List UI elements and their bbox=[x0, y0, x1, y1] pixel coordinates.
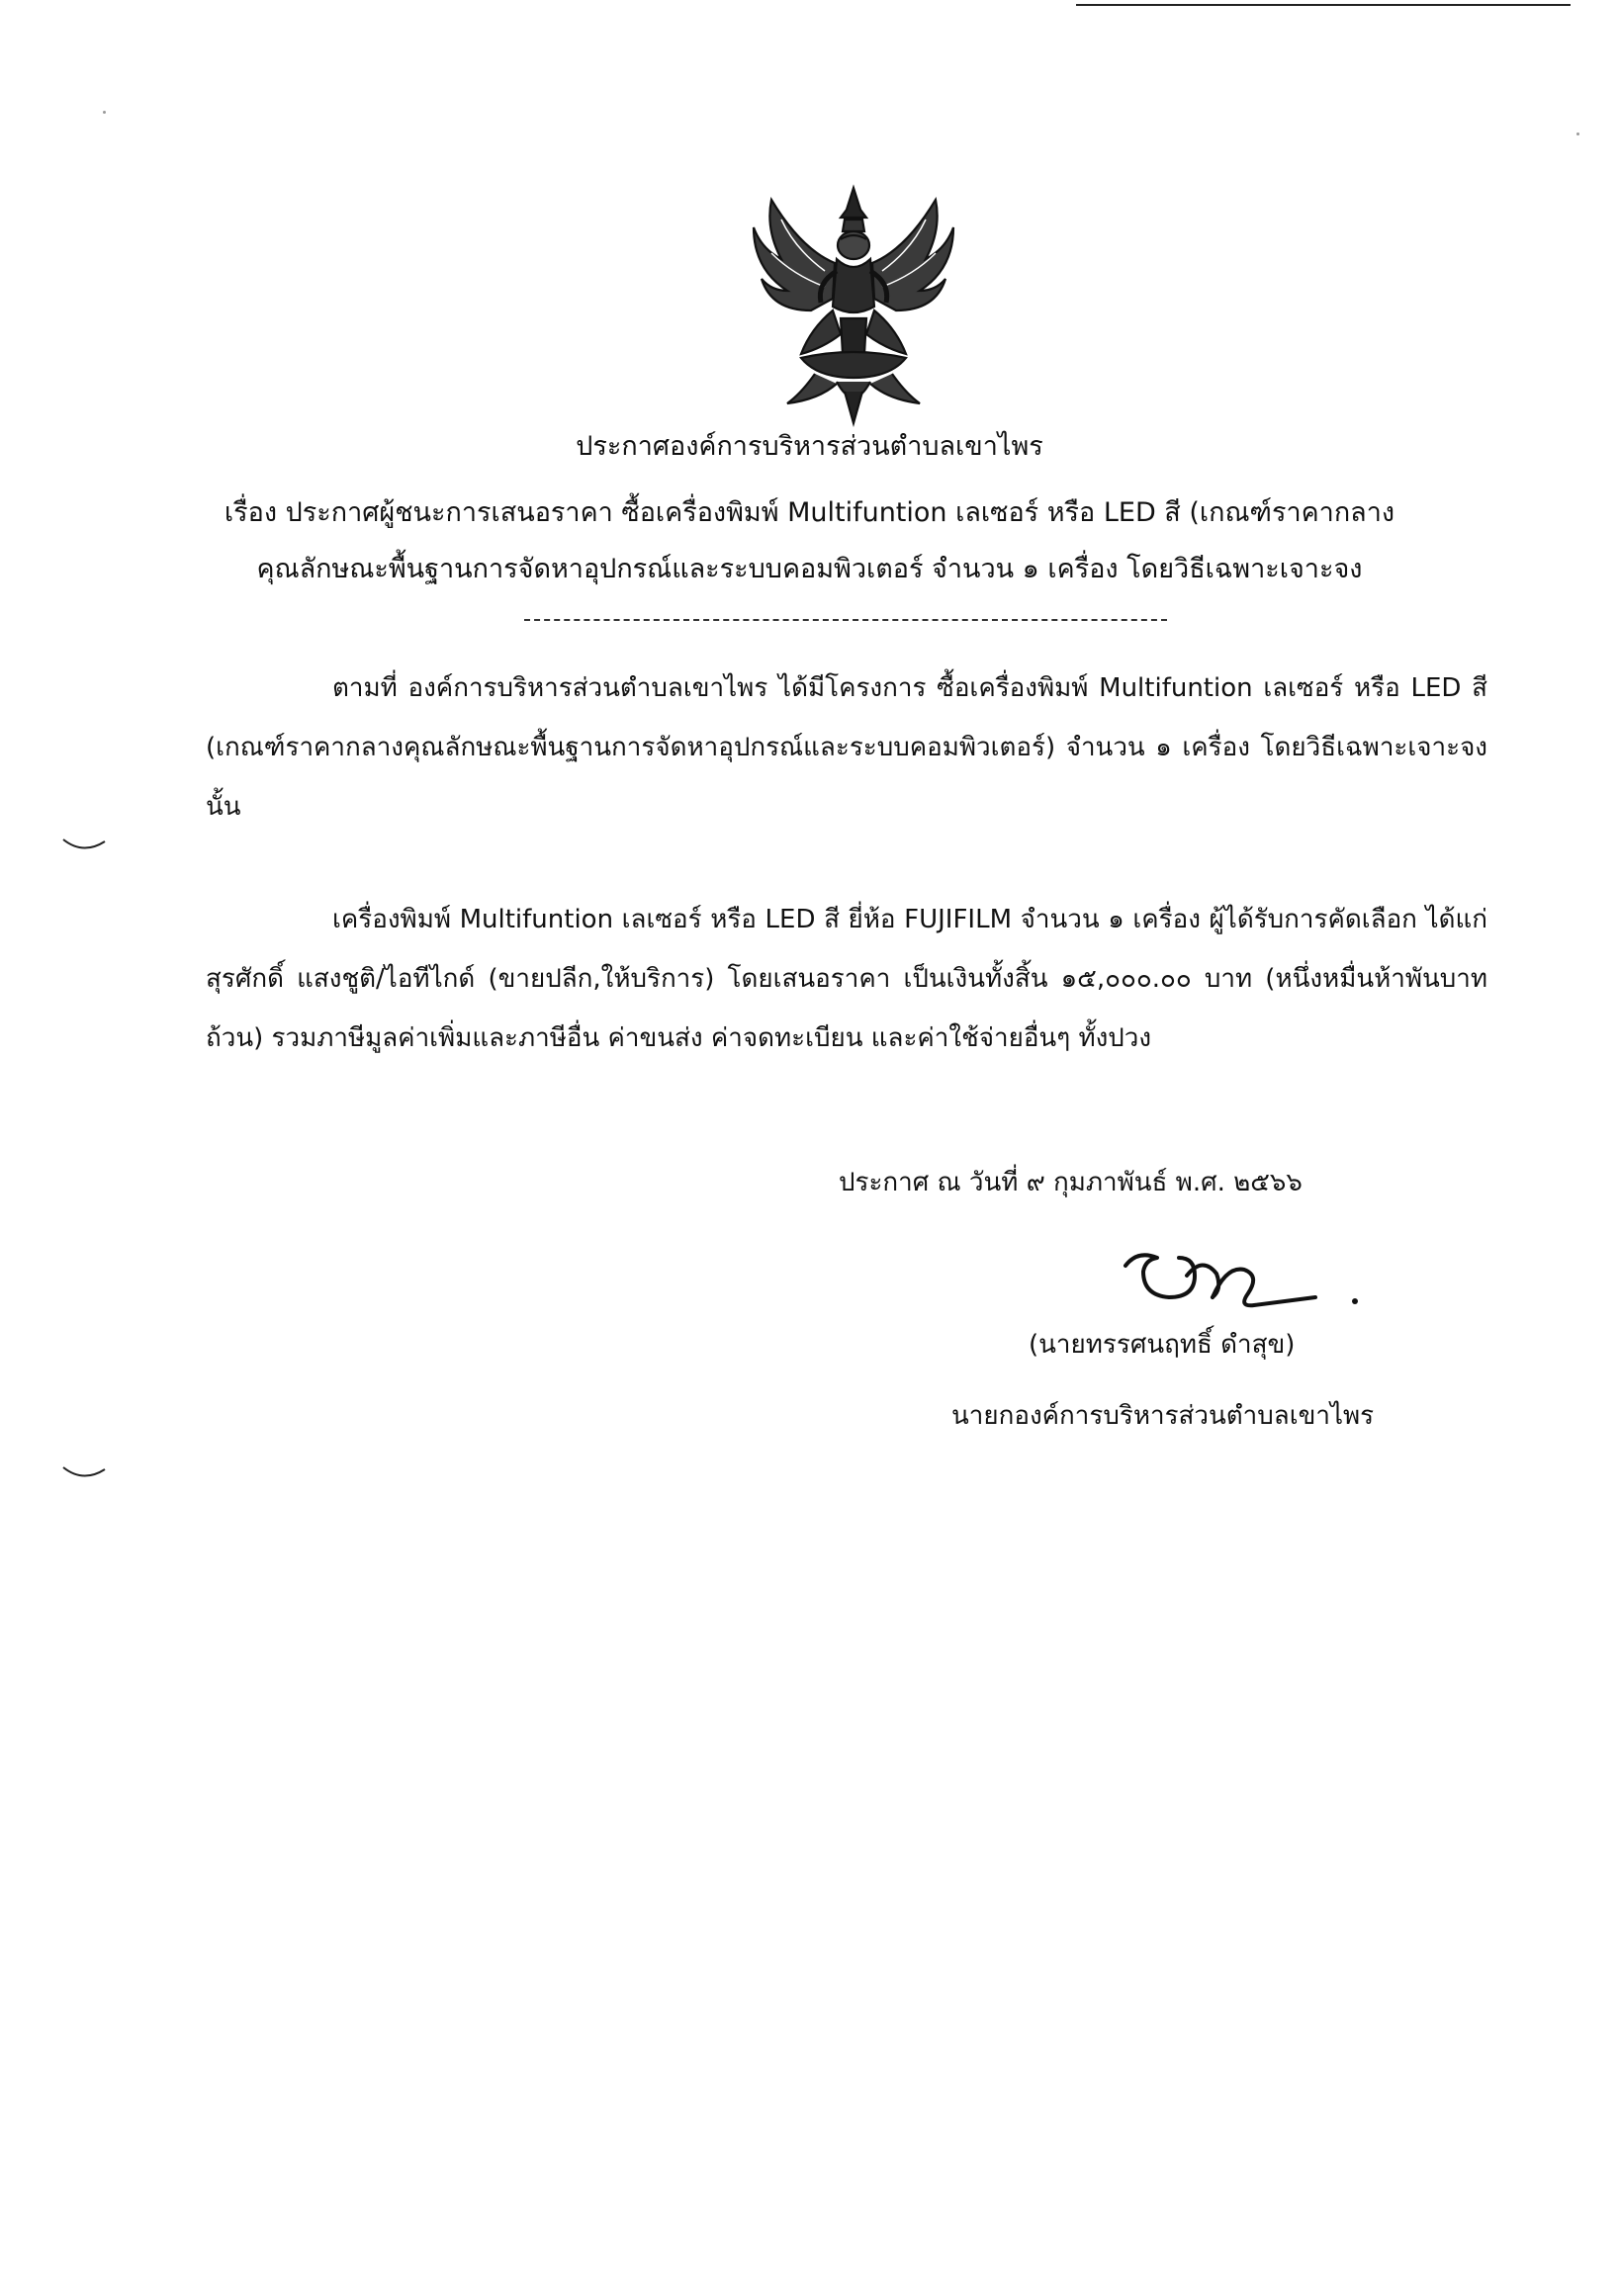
scan-speck bbox=[103, 111, 106, 114]
org-heading: ประกาศองค์การบริหารส่วนตำบลเขาไพร bbox=[576, 431, 1043, 462]
subject-line-1: เรื่อง ประกาศผู้ชนะการเสนอราคา ซื้อเครื่องพิมพ์ Multifuntion เลเซอร์ หรือ LED สี (เกณฑ์ราคากลาง bbox=[224, 497, 1395, 528]
dashed-divider bbox=[524, 619, 1167, 621]
signer-title: นายกองค์การบริหารส่วนตำบลเขาไพร bbox=[951, 1401, 1375, 1431]
punch-hole-mark bbox=[59, 1463, 109, 1483]
paragraph-winner: เครื่องพิมพ์ Multifuntion เลเซอร์ หรือ LED สี ยี่ห้อ FUJIFILM จำนวน ๑ เครื่อง ผู้ได้รับการคัดเลือก ได้แก่ สุรศักดิ์ แสงชูติ/ไอทีไกด์ (ขายปลีก,ให้บริการ) โดยเสนอราคา เป็นเงินทั้งสิ้น ๑๕,๐๐๐.๐๐ บาท (หนึ่งหมื่นห้าพันบาทถ้วน) รวมภาษีมูลค่าเพิ่มและภาษีอื่น ค่าขนส่ง ค่าจดทะเบียน และค่าใช้จ่ายอื่นๆ ทั้งปวง bbox=[206, 905, 1487, 1053]
paragraph-announcement: ตามที่ องค์การบริหารส่วนตำบลเขาไพร ได้มีโครงการ ซื้อเครื่องพิมพ์ Multifuntion เลเซอร์ หรือ LED สี (เกณฑ์ราคากลางคุณลักษณะพื้นฐานการจัดหาอุปกรณ์และระบบคอมพิวเตอร์) จำนวน ๑ เครื่อง โดยวิธีเฉพาะเจาะจง นั้น bbox=[206, 673, 1487, 822]
subject-line-2: คุณลักษณะพื้นฐานการจัดหาอุปกรณ์และระบบคอมพิวเตอร์ จำนวน ๑ เครื่อง โดยวิธีเฉพาะเจาะจง bbox=[256, 554, 1363, 584]
garuda-emblem-icon bbox=[742, 180, 965, 427]
scan-top-line bbox=[1076, 4, 1571, 6]
signer-name: (นายทรรศนฤทธิ์ ดำสุข) bbox=[1029, 1330, 1296, 1360]
scan-speck bbox=[1576, 132, 1579, 135]
punch-hole-mark bbox=[59, 836, 109, 855]
announcement-date: ประกาศ ณ วันที่ ๙ กุมภาพันธ์ พ.ศ. ๒๕๖๖ bbox=[839, 1168, 1303, 1197]
signature-icon bbox=[1118, 1236, 1375, 1325]
